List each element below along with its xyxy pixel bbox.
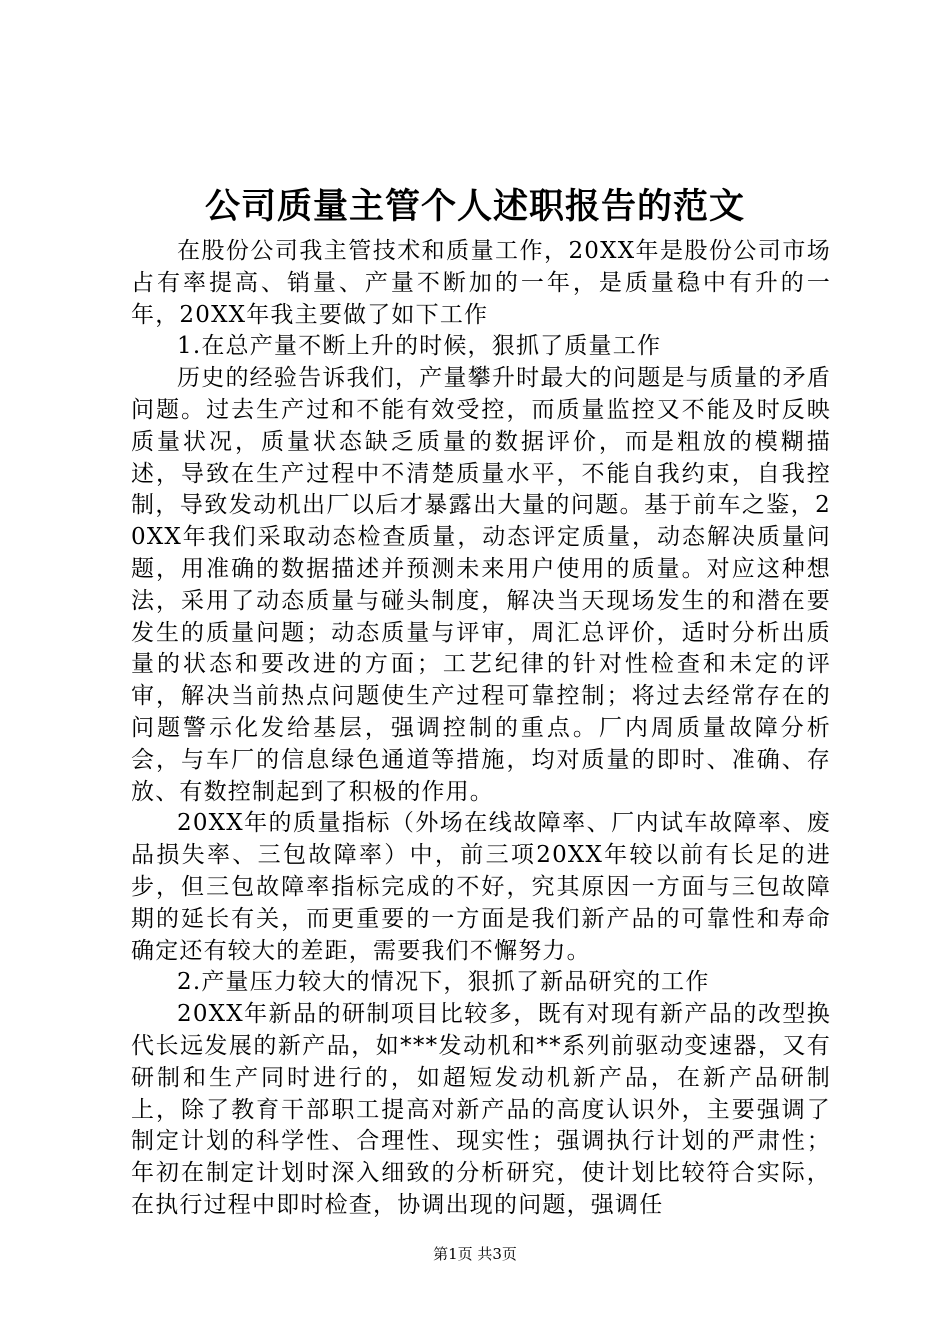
document-title: 公司质量主管个人述职报告的范文 (204, 186, 745, 227)
paragraph-new-products: 20XX年新品的研制项目比较多，既有对现有新产品的改型换代长远发展的新产品，如***发动机和**系列前驱动变速器，又有研制和生产同时进行的，如超短发动机新产品，在新产品研制上，除了教育干部职工提高对新产品的高度认识外，主要强调了制定计划的科学性、合理性、现实性；强调执行计划的严肃性；年初在制定计划时深入细致的分析研究，使计划比较符合实际，在执行过程中即时检查，协调出现的问题，强调任 (131, 1001, 831, 1218)
paragraph-quality-control: 历史的经验告诉我们，产量攀升时最大的问题是与质量的矛盾问题。过去生产过和不能有效受控，而质量监控又不能及时反映质量状况，质量状态缺乏质量的数据评价，而是粗放的模糊描述，导致在生产过程中不清楚质量水平，不能自我约束，自我控制，导致发动机出厂以后才暴露出大量的问题。基于前车之鉴，20XX年我们采取动态检查质量，动态评定质量，动态解决质量问题，用准确的数据描述并预测未来用户使用的质量。对应这种想法，采用了动态质量与碰头制度，解决当天现场发生的和潜在要发生的质量问题；动态质量与评审，周汇总评价，适时分析出质量的状态和要改进的方面；工艺纪律的针对性检查和未定的评审，解决当前热点问题使生产过程可靠控制；将过去经常存在的问题警示化发给基层，强调控制的重点。厂内周质量故障分析会，与车厂的信息绿色通道等措施，均对质量的即时、准确、存放、有数控制起到了积极的作用。 (131, 365, 831, 805)
section-heading-2: 2.产量压力较大的情况下，狠抓了新品研究的工作 (177, 969, 710, 996)
document-body (131, 236, 831, 1222)
paragraph-quality-indicators: 20XX年的质量指标（外场在线故障率、厂内试车故障率、废品损失率、三包故障率）中，前三项20XX年较以前有长足的进步，但三包故障率指标完成的不好，究其原因一方面与三包故障期的延长有关，而更重要的一方面是我们新产品的可靠性和寿命确定还有较大的差距，需要我们不懈努力。 (131, 810, 831, 964)
paragraph-intro: 在股份公司我主管技术和质量工作，20XX年是股份公司市场占有率提高、销量、产量不断加的一年，是质量稳中有升的一年，20XX年我主要做了如下工作 (131, 238, 831, 328)
page-footer: 第1页 共3页 (433, 1245, 517, 1263)
section-heading-1: 1.在总产量不断上升的时候，狠抓了质量工作 (177, 333, 662, 360)
